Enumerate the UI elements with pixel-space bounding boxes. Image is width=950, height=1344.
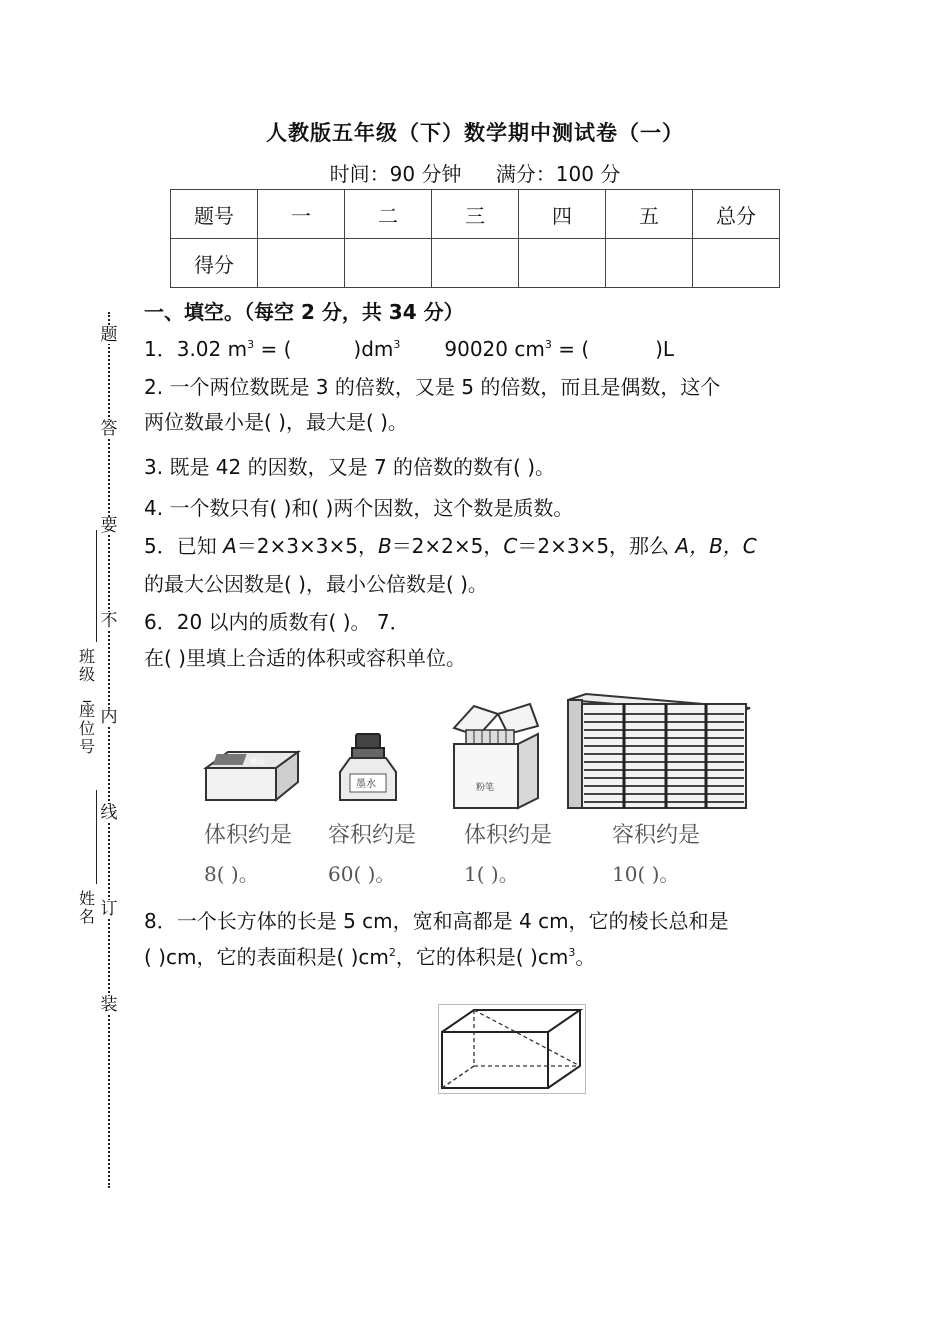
binding-char: 装 — [100, 995, 118, 1015]
binding-char: 题 — [100, 325, 118, 345]
question-6: 6．20 以内的质数有( )。 7． — [144, 610, 410, 634]
class-underline[interactable] — [96, 530, 97, 642]
picture-caption: 容积约是 — [328, 823, 417, 848]
score-table-header-row — [171, 190, 780, 239]
question-8-line-1: 8．一个长方体的长是 5 cm，宽和高都是 4 cm，它的棱长总和是 — [144, 909, 729, 933]
binding-char: 要 — [100, 516, 118, 536]
eraser-icon — [206, 752, 298, 800]
question-5-line-1: 5．已知 A＝2×3×3×5，B＝2×2×5，C＝2×3×5，那么 A，B，C — [144, 534, 757, 558]
picture-caption: 体积约是 — [204, 823, 293, 848]
class-seat-label: 班级_座位号 — [78, 647, 95, 756]
score-table-score-row — [171, 239, 780, 288]
binding-char: 答 — [100, 419, 118, 439]
score-input-cell[interactable] — [345, 239, 432, 288]
exam-info — [0, 158, 950, 187]
question-2-line-2: 两位数最小是( )，最大是( )。 — [144, 410, 408, 434]
score-cell: 三 — [432, 190, 519, 239]
binding-dotted-line — [108, 312, 110, 1188]
score-input-cell[interactable] — [519, 239, 606, 288]
question-7-pictures — [200, 690, 760, 820]
name-underline[interactable] — [96, 790, 97, 884]
chalk-box-icon — [454, 704, 538, 808]
score-cell: 一 — [258, 190, 345, 239]
binding-char: 不 — [100, 611, 118, 631]
picture-answer: 10( )。 — [612, 862, 680, 886]
question-3: 3. 既是 42 的因数，又是 7 的倍数的数有( )。 — [144, 455, 556, 479]
score-cell: 题号 — [171, 190, 258, 239]
score-cell: 二 — [345, 190, 432, 239]
picture-caption: 容积约是 — [612, 823, 701, 848]
name-label: 姓 名 — [78, 889, 95, 926]
score-table — [170, 189, 780, 288]
question-2-line-1: 2. 一个两位数既是 3 的倍数，又是 5 的倍数，而且是偶数，这个 — [144, 375, 721, 399]
exam-full-score: 满分：100 分 — [495, 162, 621, 186]
picture-answer: 1( )。 — [464, 862, 519, 886]
eraser-label: 橡皮 — [250, 757, 266, 766]
cabinet-icon — [568, 694, 750, 808]
picture-answer: 60( )。 — [328, 862, 396, 886]
score-cell: 四 — [519, 190, 606, 239]
binding-char: 内 — [100, 707, 118, 727]
score-cell: 五 — [606, 190, 693, 239]
question-5-line-2: 的最大公因数是( )，最小公倍数是( )。 — [144, 572, 488, 596]
section-heading: 一、填空。（每空 2 分，共 34 分） — [144, 300, 464, 324]
score-cell: 总分 — [693, 190, 780, 239]
cuboid-figure — [438, 1004, 586, 1094]
ink-bottle-icon — [340, 734, 396, 800]
ink-label: 墨水 — [356, 779, 376, 790]
score-input-cell[interactable] — [432, 239, 519, 288]
score-cell: 得分 — [171, 239, 258, 288]
exam-time: 时间：90 分钟 — [329, 162, 462, 186]
question-8-line-2: ( )cm，它的表面积是( )$cm^2$，它的体积是( )$cm^3$。 — [144, 945, 596, 969]
chalk-label: 粉笔 — [476, 783, 495, 793]
binding-char: 订 — [100, 899, 118, 919]
picture-answer: 8( )。 — [204, 862, 259, 886]
binding-char: 线 — [100, 803, 118, 823]
question-7: 在( )里填上合适的体积或容积单位。 — [144, 646, 466, 670]
question-4: 4. 一个数只有( )和( )两个因数，这个数是质数。 — [144, 496, 574, 520]
question-1: 1．3.02 $m^3$ = ( )$dm^3$ 90020 $cm^3$ = ( )L — [144, 337, 675, 361]
score-input-cell[interactable] — [606, 239, 693, 288]
picture-caption: 体积约是 — [464, 823, 553, 848]
score-input-cell[interactable] — [258, 239, 345, 288]
score-input-cell[interactable] — [693, 239, 780, 288]
page-title: 人教版五年级（下）数学期中测试卷（一） — [266, 121, 684, 145]
